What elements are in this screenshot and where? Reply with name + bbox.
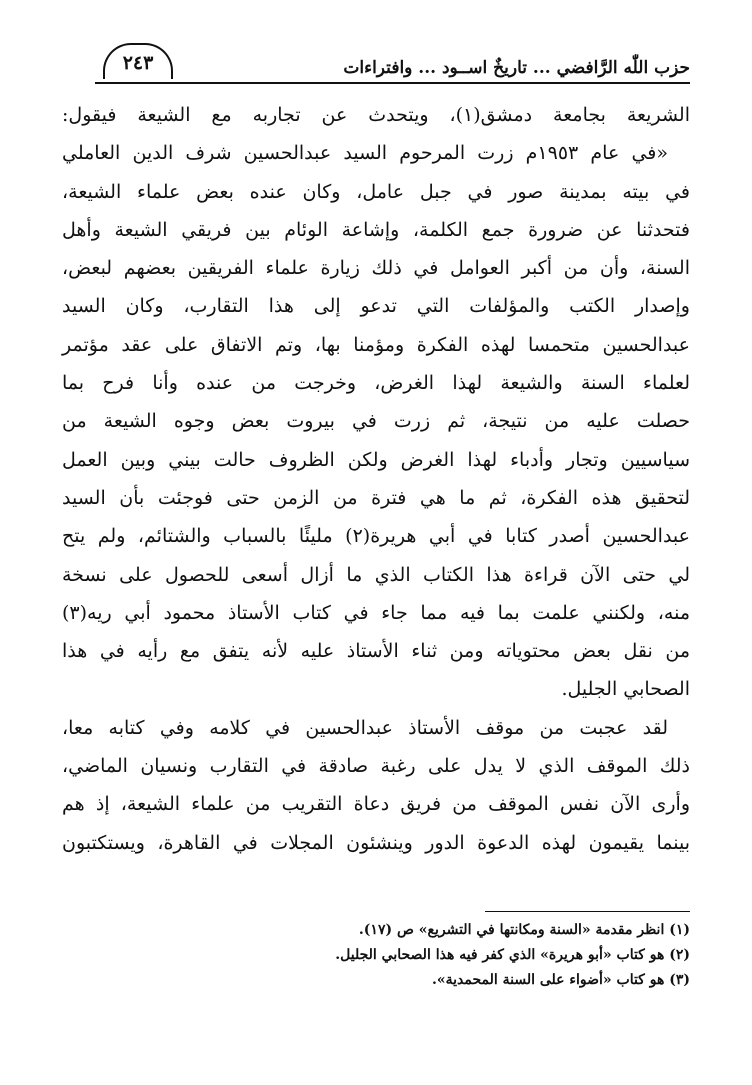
text-line: عبدالحسين أصدر كتابا في أبي هريرة(٢) مليئًا بالسباب والشتائم، ولم يتح: [62, 525, 690, 548]
text-line: في بيته بمدينة صور في جبل عامل، وكان عنده بعض علماء الشيعة،: [62, 180, 690, 203]
text-line: وأرى الآن نفس الموقف من فريق دعاة التقريب من علماء الشيعة، إذ هم: [62, 793, 690, 816]
text-line: وإصدار الكتب والمؤلفات التي تدعو إلى هذا التقارب، وكان السيد: [62, 295, 690, 318]
footnote-1: (١) انظر مقدمة «السنة ومكانتها في التشريع» ص (١٧).: [358, 922, 690, 938]
text-line: فتحدثنا عن ضرورة جمع الكلمة، وإشاعة الوئام بين فريقي الشيعة وأهل: [62, 218, 690, 241]
footnotes: [150, 918, 690, 993]
text-line: لي حتى الآن قراءة هذا الكتاب الذي ما أزال أسعى للحصول على نسخة: [62, 563, 690, 586]
footnote-separator: [485, 911, 690, 912]
text-line: بينما يقيمون لهذه الدعوة الدور وينشئون المجلات في القاهرة، ويستكتبون: [62, 831, 690, 854]
page-header: [95, 40, 690, 84]
footnote-2: (٢) هو كتاب «أبو هريرة» الذي كفر فيه هذا الصحابي الجليل.: [335, 947, 690, 963]
footnote-3: (٣) هو كتاب «أضواء على السنة المحمدية».: [432, 972, 690, 988]
text-line: لقد عجبت من موقف الأستاذ عبدالحسين في كلامه وفي كتابه معا،: [62, 716, 668, 739]
running-title: حزب اللّٰه الرَّافضي ... تاريخٌ اســود ... وافتراءات: [343, 58, 690, 78]
text-line: «في عام ١٩٥٣م زرت المرحوم السيد عبدالحسين شرف الدين العاملي: [62, 142, 668, 165]
text-line: ذلك الموقف الذي لا يدل على رغبة صادقة في التقارب ونسيان الماضي،: [62, 755, 690, 778]
main-text: [62, 96, 690, 862]
text-line: سياسيين وتجار وأدباء لهذا الغرض ولكن الظروف حالت بيني وبين العمل: [62, 448, 690, 471]
page-number: ٢٤٣: [103, 43, 173, 79]
text-line: عبدالحسين متحمسا لهذه الفكرة ومؤمنا بها، وتم الاتفاق على عقد مؤتمر: [62, 333, 690, 356]
text-line: من نقل بعض محتوياته ومن ثناء الأستاذ عليه لأنه يتفق مع رأيه في هذا: [62, 640, 690, 663]
text-line: الشريعة بجامعة دمشق(١)، ويتحدث عن تجاربه مع الشيعة فيقول:: [62, 104, 690, 126]
text-line: لعلماء السنة والشيعة لهذا الغرض، وخرجت من عنده وأنا فرح بما: [62, 372, 690, 395]
text-line: لتحقيق هذه الفكرة، ثم ما هي فترة من الزمن حتى فوجئت بأن السيد: [62, 486, 690, 509]
text-line: منه، ولكنني علمت بما فيه مما جاء في كتاب الأستاذ محمود أبي ريه(٣): [62, 601, 690, 624]
text-line: حصلت عليه من نتيجة، ثم زرت في بيروت بعض وجوه الشيعة من: [62, 410, 690, 433]
text-line: السنة، وأن من أكبر العوامل في ذلك زيارة علماء الفريقين بعضهم لبعض،: [62, 257, 690, 280]
text-line: الصحابي الجليل.: [561, 678, 690, 701]
